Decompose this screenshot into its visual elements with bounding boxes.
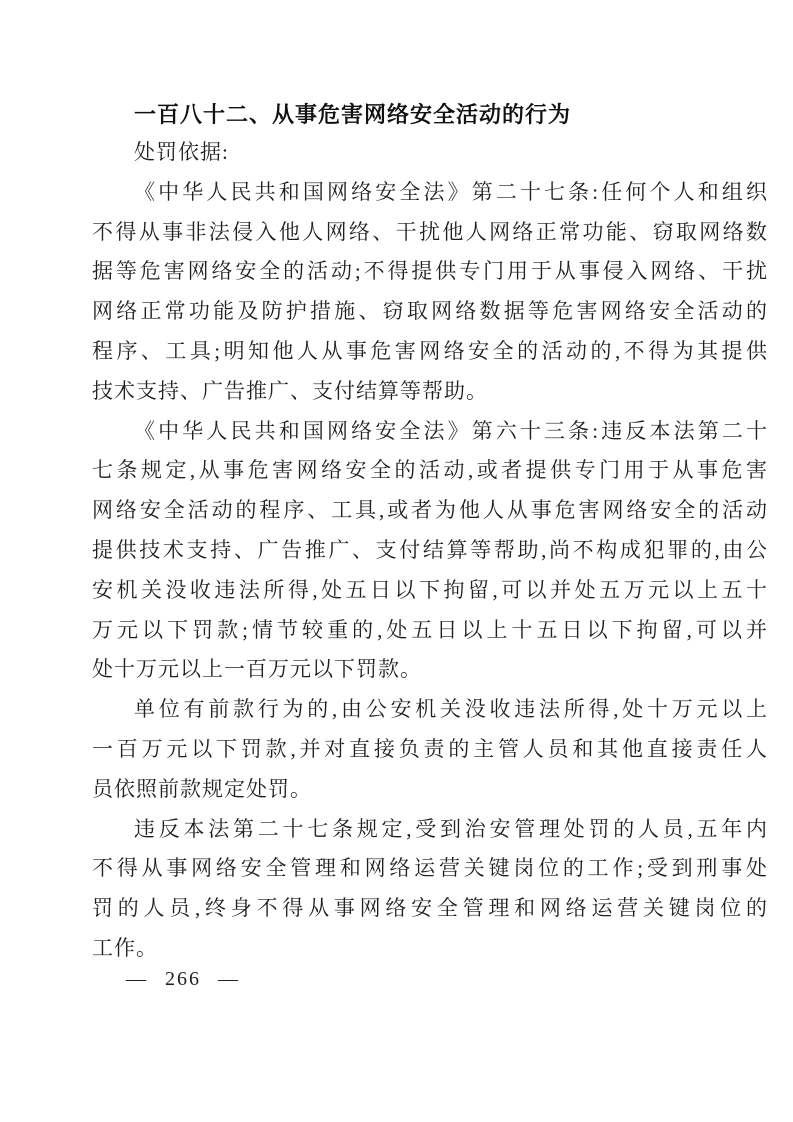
text-line: 七条规定,从事危害网络安全的活动,或者提供专门用于从事危害 bbox=[92, 458, 768, 483]
text-line: 不得从事非法侵入他人网络、干扰他人网络正常功能、窃取网络数 bbox=[92, 219, 768, 244]
text-line: 《中华人民共和国网络安全法》第六十三条:违反本法第二十 bbox=[134, 418, 768, 443]
text-line: 工作。 bbox=[92, 935, 158, 960]
body-text bbox=[92, 133, 768, 969]
section-heading: 一百八十二、从事危害网络安全活动的行为 bbox=[134, 102, 572, 127]
text-line: 员依照前款规定处罚。 bbox=[92, 776, 312, 801]
text-line: 《中华人民共和国网络安全法》第二十七条:任何个人和组织 bbox=[134, 179, 768, 204]
text-line: 一百万元以下罚款,并对直接负责的主管人员和其他直接责任人 bbox=[92, 736, 768, 761]
text-line: 罚的人员,终身不得从事网络安全管理和网络运营关键岗位的 bbox=[92, 896, 768, 921]
text-line: 提供技术支持、广告推广、支付结算等帮助,尚不构成犯罪的,由公 bbox=[92, 537, 768, 562]
text-line: 据等危害网络安全的活动;不得提供专门用于从事侵入网络、干扰 bbox=[92, 259, 768, 284]
page-number: — 266 — bbox=[126, 968, 240, 990]
text-line: 安机关没收违法所得,处五日以下拘留,可以并处五万元以上五十 bbox=[92, 577, 768, 602]
text-line: 网络安全活动的程序、工具,或者为他人从事危害网络安全的活动 bbox=[92, 498, 768, 523]
text-line: 处十万元以上一百万元以下罚款。 bbox=[92, 657, 422, 682]
text-line: 技术支持、广告推广、支付结算等帮助。 bbox=[92, 378, 488, 403]
text-line: 万元以下罚款;情节较重的,处五日以上十五日以下拘留,可以并 bbox=[92, 617, 768, 642]
text-line: 单位有前款行为的,由公安机关没收违法所得,处十万元以上 bbox=[134, 697, 768, 722]
text-line: 网络正常功能及防护措施、窃取网络数据等危害网络安全活动的 bbox=[92, 299, 768, 324]
text-line: 处罚依据: bbox=[134, 140, 229, 164]
text-line: 不得从事网络安全管理和网络运营关键岗位的工作;受到刑事处 bbox=[92, 856, 768, 881]
text-line: 程序、工具;明知他人从事危害网络安全的活动的,不得为其提供 bbox=[92, 338, 768, 363]
text-line: 违反本法第二十七条规定,受到治安管理处罚的人员,五年内 bbox=[134, 816, 768, 841]
